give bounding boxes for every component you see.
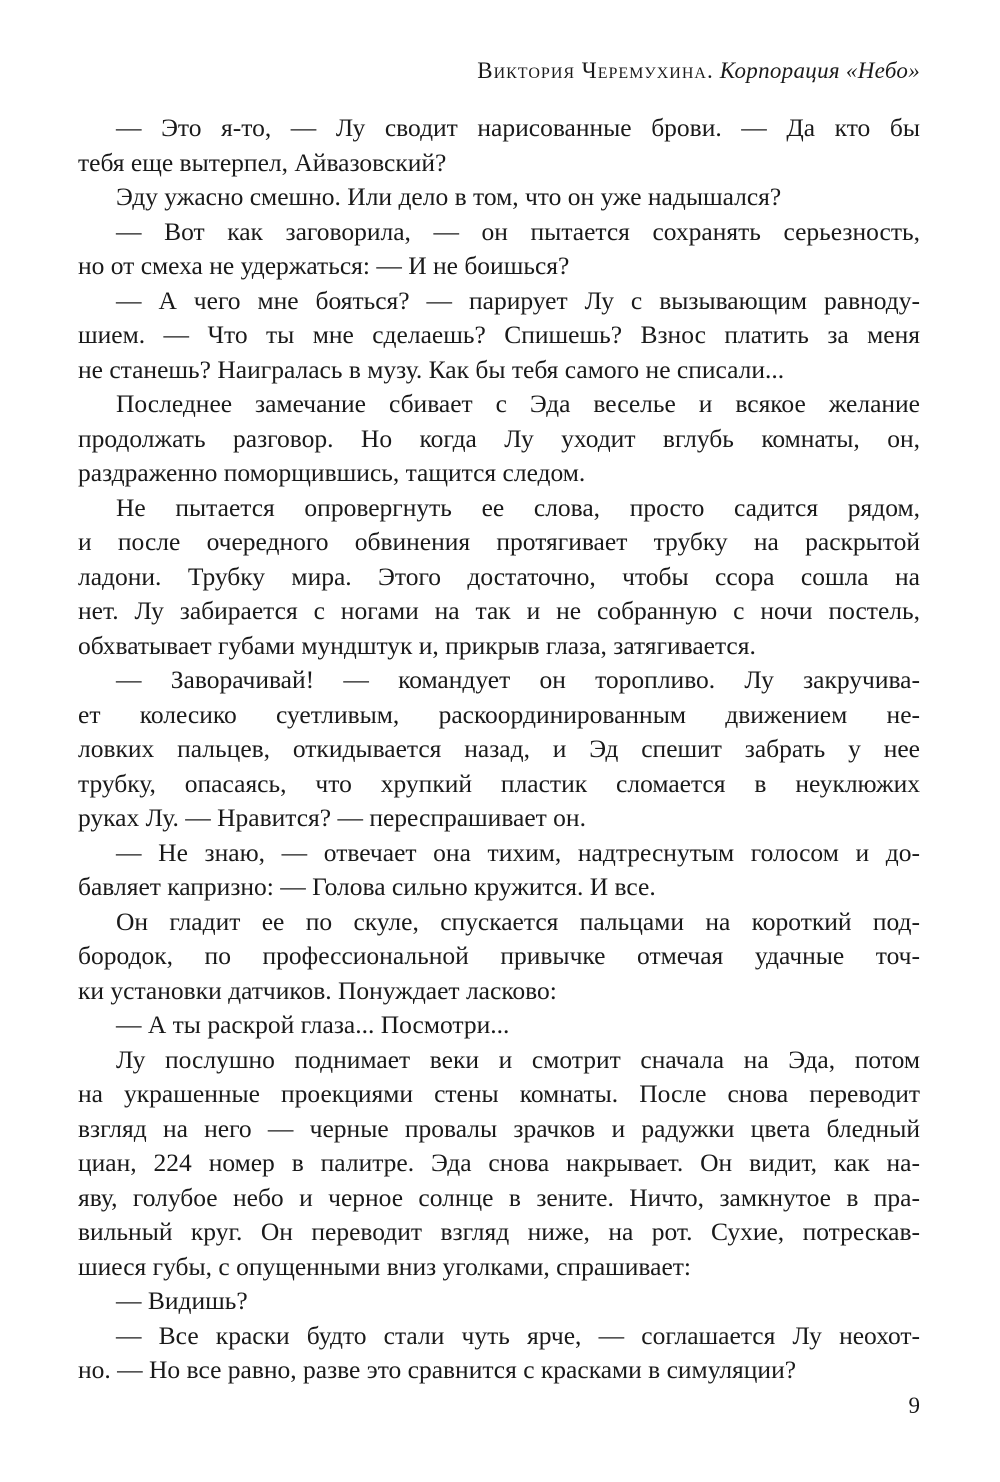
text-line: раздраженно поморщившись, тащится следом. [78, 458, 586, 487]
text-line: шием. — Что ты мне сделаешь? Спишешь? Взнос платить за меня [78, 320, 920, 349]
text-line: — А чего мне бояться? — парирует Лу с вызывающим равноду- [116, 285, 920, 315]
text-line: ладони. Трубку мира. Этого достаточно, чтобы ссора сошла на [78, 561, 920, 591]
text-line: Лу послушно поднимает веки и смотрит сначала на Эда, потом [116, 1044, 920, 1074]
text-line: — Видишь? [116, 1286, 248, 1315]
text-line: взгляд на него — черные провалы зрачков и радужки цвета бледный [78, 1113, 920, 1143]
text-line: — Вот как заговорила, — он пытается сохранять серьезность, [116, 216, 920, 246]
running-head [477, 58, 920, 84]
body-text [78, 111, 920, 1388]
text-line: на украшенные проекциями стены комнаты. После снова переводит [78, 1079, 920, 1108]
text-line: бавляет капризно: — Голова сильно кружится. И все. [78, 872, 656, 901]
text-line: продолжать разговор. Но когда Лу уходит вглубь комнаты, он, [78, 423, 920, 453]
text-line: шиеся губы, с опущенными вниз уголками, спрашивает: [78, 1251, 691, 1281]
text-line: но от смеха не удержаться: — И не боишься? [78, 251, 570, 280]
text-line: но. — Но все равно, разве это сравнится с красками в симуляции? [78, 1355, 797, 1384]
text-line: вильный круг. Он переводит взгляд ниже, на рот. Сухие, потрескав- [78, 1217, 920, 1246]
text-line: — Все краски будто стали чуть ярче, — соглашается Лу неохот- [116, 1320, 920, 1350]
text-line: циан, 224 номер в палитре. Эда снова накрывает. Он видит, как на- [78, 1148, 920, 1177]
text-line: ет колесико суетливым, раскоординированным движением не- [78, 699, 920, 729]
text-line: Последнее замечание сбивает с Эда веселье и всякое желание [116, 389, 920, 418]
text-line: Он гладит ее по скуле, спускается пальцами на короткий под- [116, 906, 920, 936]
book-title: Корпорация «Небо» [719, 58, 920, 83]
text-line: — А ты раскрой глаза... Посмотри... [116, 1010, 510, 1039]
text-line: Не пытается опровергнуть ее слова, просто садится рядом, [116, 492, 920, 522]
text-line: — Заворачивай! — командует он торопливо. Лу закручива- [116, 665, 920, 694]
text-line: — Не знаю, — отвечает она тихим, надтреснутым голосом и до- [116, 837, 920, 867]
text-line: и после очередного обвинения протягивает трубку на раскрытой [78, 527, 920, 556]
text-line: трубку, опасаясь, что хрупкий пластик сломается в неуклюжих [78, 768, 920, 798]
text-line: — Это я-то, — Лу сводит нарисованные брови. — Да кто бы [116, 113, 920, 142]
text-line: бородок, по профессиональной привычке отмечая удачные точ- [78, 941, 920, 970]
text-line: ки установки датчиков. Понуждает ласково: [78, 975, 557, 1005]
text-line: руках Лу. — Нравится? — переспрашивает он. [78, 803, 586, 832]
text-line: ловких пальцев, откидывается назад, и Эд спешит забрать у нее [78, 734, 920, 763]
text-line: не станешь? Наигралась в музу. Как бы тебя самого не списали... [78, 354, 785, 384]
text-line: яву, голубое небо и черное солнце в зените. Ничто, замкнутое в пра- [78, 1182, 920, 1212]
text-line: обхватывает губами мундштук и, прикрыв глаза, затягивается. [78, 630, 756, 660]
author-name: Виктория Черемухина. [477, 58, 714, 83]
text-line: Эду ужасно смешно. Или дело в том, что он уже надышался? [116, 182, 782, 211]
text-line: нет. Лу забирается с ногами на так и не собранную с ночи постель, [78, 596, 920, 625]
page-number: 9 [908, 1393, 920, 1418]
text-line: тебя еще вытерпел, Айвазовский? [78, 147, 447, 177]
